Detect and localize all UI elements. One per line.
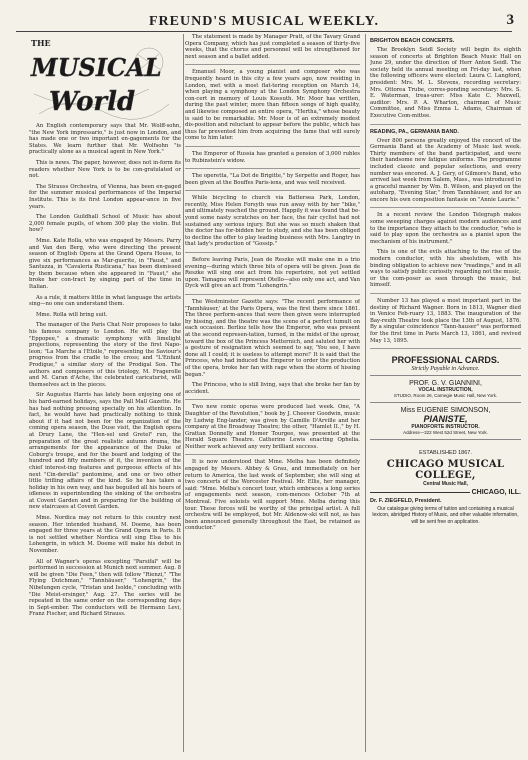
logo-world: World <box>49 87 136 117</box>
col2-separator <box>185 252 360 253</box>
col1-para-5: Mme. Kate Rolla, who was engaged by Messrs. Parry and Van den Berg, who were directing the present season of English Opera at the Grand Opera House, to give six performances as Mar-guerite, in "Faust," and Santuzza, in "Cavaleria Rusticana," has been dismissed by them because when she appeared in "Faust," she broke her con-tract by singing part of the time in Italian. <box>29 237 181 291</box>
logo-the: THE <box>31 38 51 48</box>
col2-para-10: It is now understood that Mme. Melba has been definitely engaged by Messrs. Abbey & Grau, and immediately on her return to America, the last week of September, she will sing at two concerts of the Worcester Festival. Mr. Ellis, her manager, said: "Mme. Melba's concert tour, which embraces a long series of engagements next season, com-mences October 7th at Montreal. Five soloists will support Mme. Melba during this tour. These forces will be worthy of the principal artist. A full orchestra will be employed, but Mr. Aldenow-ski will not, as has been announced generally throughout the East, be retained as conductor." <box>185 459 360 532</box>
col3-separator <box>370 124 521 125</box>
giannini-role: VOCAL INSTRUCTION, <box>418 387 473 394</box>
col3-separator <box>370 348 521 349</box>
college-established: ESTABLISHED 1867. <box>419 450 472 457</box>
col2-para-2: Emanuel Moor, a young pianist and composer who was frequently heard in this city a few years ago, now residing in London, met with a most flat-tering reception on March 14, when playing a symphony at the London Symphony Orchestra con-cert in memory of Louis Kossuth. Mr. Moor has written, during the past winter, more than fifteen songs of high quality, and likewise composed an entire opera, "Hertha," whose beauty is said to be remarkable. Mr. Moor is of an extremely modest dis-position and reluctant to appear before the public, which has thus far prevented him from acquiring the fame that will surely come to him later. <box>185 69 360 142</box>
column-1 <box>29 34 181 752</box>
col2-separator <box>185 399 360 400</box>
col1-para-9: Sir Augustus Harris has lately been enjoying one of his hard-earned holidays, says the Pall Mall Gazette. He has had nothing pressing specially on his attention. In fact, he would have had practically nothing to think about if it had not been for the organization of the coming opera season, the Duse visit, the English opera at Drury Lane, the "Hen-sel und Gretel" run, the preparation of the great realistic autumn drama, the arrangements for the appearance of the Duke of Coburg's troupe, and for the board and lodging of the hundred and fifty members of it, the invention of the chief interest-ing features and gorgeous effects of his next "Cin-derella" pantomime, and one or two other little trifling affairs of the kind. So he has taken a holiday in his own way, and has beguiled all his hours of idleness in superintending the sinking of the orchestra at Covent Garden and in preparing for the building of new staircases at Covent Garden. <box>29 392 181 511</box>
brighton-heading: BRIGHTON BEACH CONCERTS. <box>370 38 455 44</box>
simonson-role-2: PIANOFORTE INSTRUCTOR. <box>411 424 480 431</box>
col2-para-7: The Westminster Gazette says: "The recent performance of 'Tannhäuser,' at the Paris Opera, was the first there since 1861. The three perform-ances that were then given were interrupted by hissing, and the theatre was the scene of a perfect tumult on each occasion. Berlioz tells how the Emperor, who was present at the second represen-tation, turned, in the midst of the uproar, toward the box of the Princess Metternich, and saluted her with a gesture of resignation which seemed to say, 'You see, I have done all I could; it is useless to attempt more!' It is said that the Princess, who had induced the Emperor to order the production of the opera, broke her fan with rage when the storm of hissing began." <box>185 299 360 378</box>
simonson-role: PIANISTE, <box>423 414 468 425</box>
college-name: CHICAGO MUSICAL COLLEGE, <box>386 459 505 482</box>
col1-para-2: This is news. The paper, however, does not in-form its readers whether New York is to be con-gratulated or not. <box>29 159 181 180</box>
college-description: Our catalogue giving terms of tuition and containing a musical lexicon, abridged History of Music, and other valuable information, will be sent free on application. <box>372 506 519 525</box>
col2-separator <box>185 168 360 169</box>
telegraph-para-2: This is one of the evils attaching to the rise of the modern conductor, with his absolutism, with his binding obligation to achieve new "readings," and in all ways to satisfy public curiosity regarding not the music, or the com-poser as seen through the music, but himself. <box>370 249 521 289</box>
college-city: CHICAGO, ILL. <box>471 489 521 497</box>
reading-para: Over 800 persons greatly enjoyed the concert of the Germania Band at the Academy of Music last week. Thirty members of the band participated, and were their handsome new fatigue uniforms. The programme included classic and popular selections, and every number was encored. A. J. Gery, of Gilmore's Band, who arrived last week from Salem, Mass., was introduced in a graceful manner by Wm. B. Wilson, and played on the autoharp, "Evening Star," from Tannhäuser, and for an encore his own composition fantasie on "Annie Laurie." <box>370 137 521 203</box>
musical-world-logo <box>29 34 179 120</box>
col1-para-8: The manager of the Paris Chat Noir proposes to take his famous company to London. He will play the "Eppopee," a dramatic symphony with limelight projections, representing the story of the first Napo-leon; "La Marche a l'Etoile," representing the Saviour's progress from the cradle to the cross; and "L'Enfant Prodigue," a similar story of the Prodigal Son. The authors and composers of this triology, M. Fragerolle and M. Caran d'Ache, the celebrated caricaturist, will themselves act in the pieces. <box>29 322 181 388</box>
col2-para-3: The Emperor of Russia has granted a pension of 3,000 rubles to Rubinstein's widow. <box>185 150 360 164</box>
col2-para-9: Two new comic operas were produced last week. One, "A Daughter of the Revolution," book by J. Cheever Goodwin, music by Ludwig Eng-lander, was given by Camille D'Arville and her company at the Broadway Theatre; the other, "Hamlet II.," by H. Grattan Donnelly and Homer Tourgee, was presented at the Herald Square Theatre. Catherine Lewis enacting Ophelia. Neither work achieved any very brilliant success. <box>185 404 360 450</box>
col2-para-1: The statement is made by Manager Pratt, of the Tavary Grand Opera Company, which has just completed a season of thirty-five weeks, that the chorus and personnel will be strengthened for next season and a ballet added. <box>185 34 360 60</box>
college-venue: Central Music Hall, <box>423 481 468 488</box>
professional-cards-title: PROFESSIONAL CARDS. <box>391 355 500 366</box>
card-simonson <box>370 402 521 439</box>
logo-musical: MUSICAL <box>31 53 162 82</box>
col1-para-7: Mme. Rolla will bring suit. <box>36 311 108 318</box>
col2-separator <box>185 146 360 147</box>
col1-para-4: The London Guildhall School of Music has about 2,000 female pupils, of whom 300 play the violin. But how? <box>29 214 181 234</box>
masthead-rule <box>16 31 512 32</box>
col3-separator <box>370 293 521 294</box>
col2-para-6: Before leaving Paris, Jean de Reszke will make one in a trio evening—during which three bits of opera will be given. Jean de Reszke will sing one act from his repertoire, not yet settled upon. Tamagno will represent Otello—also only one act, and Van Dyck will give an act from "Lohengrin." <box>185 257 360 290</box>
telegraph-para: In a recent review the London Telegraph makes some sweeping charges against modern audiences and to the importance they attach to the conductor, "who is said to play upon the orchestra as a pianist upon the mechanism of his instrument." <box>370 212 521 245</box>
card-giannini <box>370 375 521 402</box>
reading-heading: READING, PA., GERMANIA BAND. <box>370 128 459 135</box>
number-13-para: Number 13 has played a most important part in the destiny of Richard Wagner. Born in 1813, Wagner died in Venice Feb-ruary 13, 1883. The inauguration of the Bay-reuth Theatre took place the 13th of August, 1876. By a singular coincidence "Tann-hauser" was performed for the first time in Paris March 13, 1861, and revived May 13, 1895. <box>370 298 521 344</box>
col2-separator <box>185 454 360 455</box>
page-masthead: FREUND'S MUSICAL WEEKLY. <box>148 14 380 29</box>
column-divider-2 <box>365 34 366 752</box>
professional-cards-subtitle: Strictly Payable in Advance. <box>411 366 480 373</box>
college-president: Dr. F. ZIEGFELD, President. <box>370 498 442 505</box>
col1-para-11: All of Wagner's operas excepting "Parsifal" will be performed in succession at Munich next summer. Aug. 8 will be given "Die Feen," then will follow "Rienzi," "The Flying Dutchman," "Tannhäuser," "Lohengrin," the Nibelungen cycle, "Tristan und Isolde," concluding with "Die Meist-ersinger," Aug. 27. The series will be repeated in the same order on the corresponding days in Sept-ember. The conductors will be Hermann Levi, Franz Fischer, and Richard Strauss. <box>29 558 181 618</box>
column-3 <box>370 34 521 752</box>
col2-separator <box>185 190 360 191</box>
city-rule <box>370 492 470 493</box>
giannini-name: PROF. G. V. GIANNINI, <box>409 380 482 388</box>
giannini-address: STUDIO, Room 26, Carnegie Music Hall, New York. <box>393 393 498 399</box>
col2-separator <box>185 64 360 65</box>
simonson-address: Address—322 West 52d Street, New York. <box>403 430 488 436</box>
col2-para-4: The operetta, "La Dot de Brigitte," by Serpette and Roger, has been given at the Bouffes Paris-iens, and was well received. <box>185 173 360 186</box>
page-number: 3 <box>506 12 514 28</box>
col2-separator <box>185 294 360 295</box>
column-2 <box>185 34 360 752</box>
col2-para-8: The Princess, who is still living, says that she broke her fan by accident. <box>185 382 360 395</box>
column-divider-1 <box>183 34 184 752</box>
simonson-name: Miss EUGENIE SIMONSON, <box>400 407 491 415</box>
col1-para-1: An English contemporary says that Mr. Wolff-sohn, "the New York impressario," is just now in London, and has made one or two important en-gagements for the States. We learn further that Mr. Wolfsohn "is practically alone as a musical agent in New York." <box>29 123 181 156</box>
col3-separator <box>370 207 521 208</box>
college-city-line <box>370 489 521 496</box>
col1-para-3: The Strauss Orchestra, of Vienna, has been en-gaged for the summer musical performances of the Imperial Institute. This is its first London appear-ance in five years. <box>29 183 181 210</box>
card-chicago-college <box>370 439 521 533</box>
brighton-para: The Brooklyn Seidl Society will begin its eighth season of concerts at Brighton Beach Music Hall on June 29, under the direction of Herr Anton Seidl. The society held its annual meeting on Fri-day last, when the following officers were elected: Laura C. Langford, president: Mrs. M. L. Stevens, recording secretary: Mrs. Ottorea Trube, corres-ponding secretary: Mrs. S. E. Waterman, treas-urer: Miss Kate C. Maxwell, auditor: Mrs. P. A. Wharton, chairman of Music Committee, and Miss Emma L. Adams, Chairman of Executive Com-mittee. <box>370 47 521 119</box>
col1-para-6: As a rule, it matters little in what language the artists sing—no one can understand them. <box>29 294 181 308</box>
col2-para-5: While bicycling to church via Battersea Park, London, recently, Miss Helen Forsyth was run away with by her "bike," and ultimately reached the ground. Happily it was found that be-yond some nasty scratches on her face, the fair cyclist had not sustained any serious injury. But she was so much shaken that the doctor has for-bidden her to study, and she has been obliged to decline the offer to play leading business with Mrs. Langtry in that lady's production of "Gossip." <box>185 195 360 248</box>
col1-para-10: Mme. Nordica may not return to this country next season. Her intended husband, M. Doeme, has been engaged for three years at the Grand Opera in Paris. It is not settled whether Nordica will sing Elsa to his Lohengrin, in which M. Doeme will make his debut in November. <box>29 515 181 555</box>
